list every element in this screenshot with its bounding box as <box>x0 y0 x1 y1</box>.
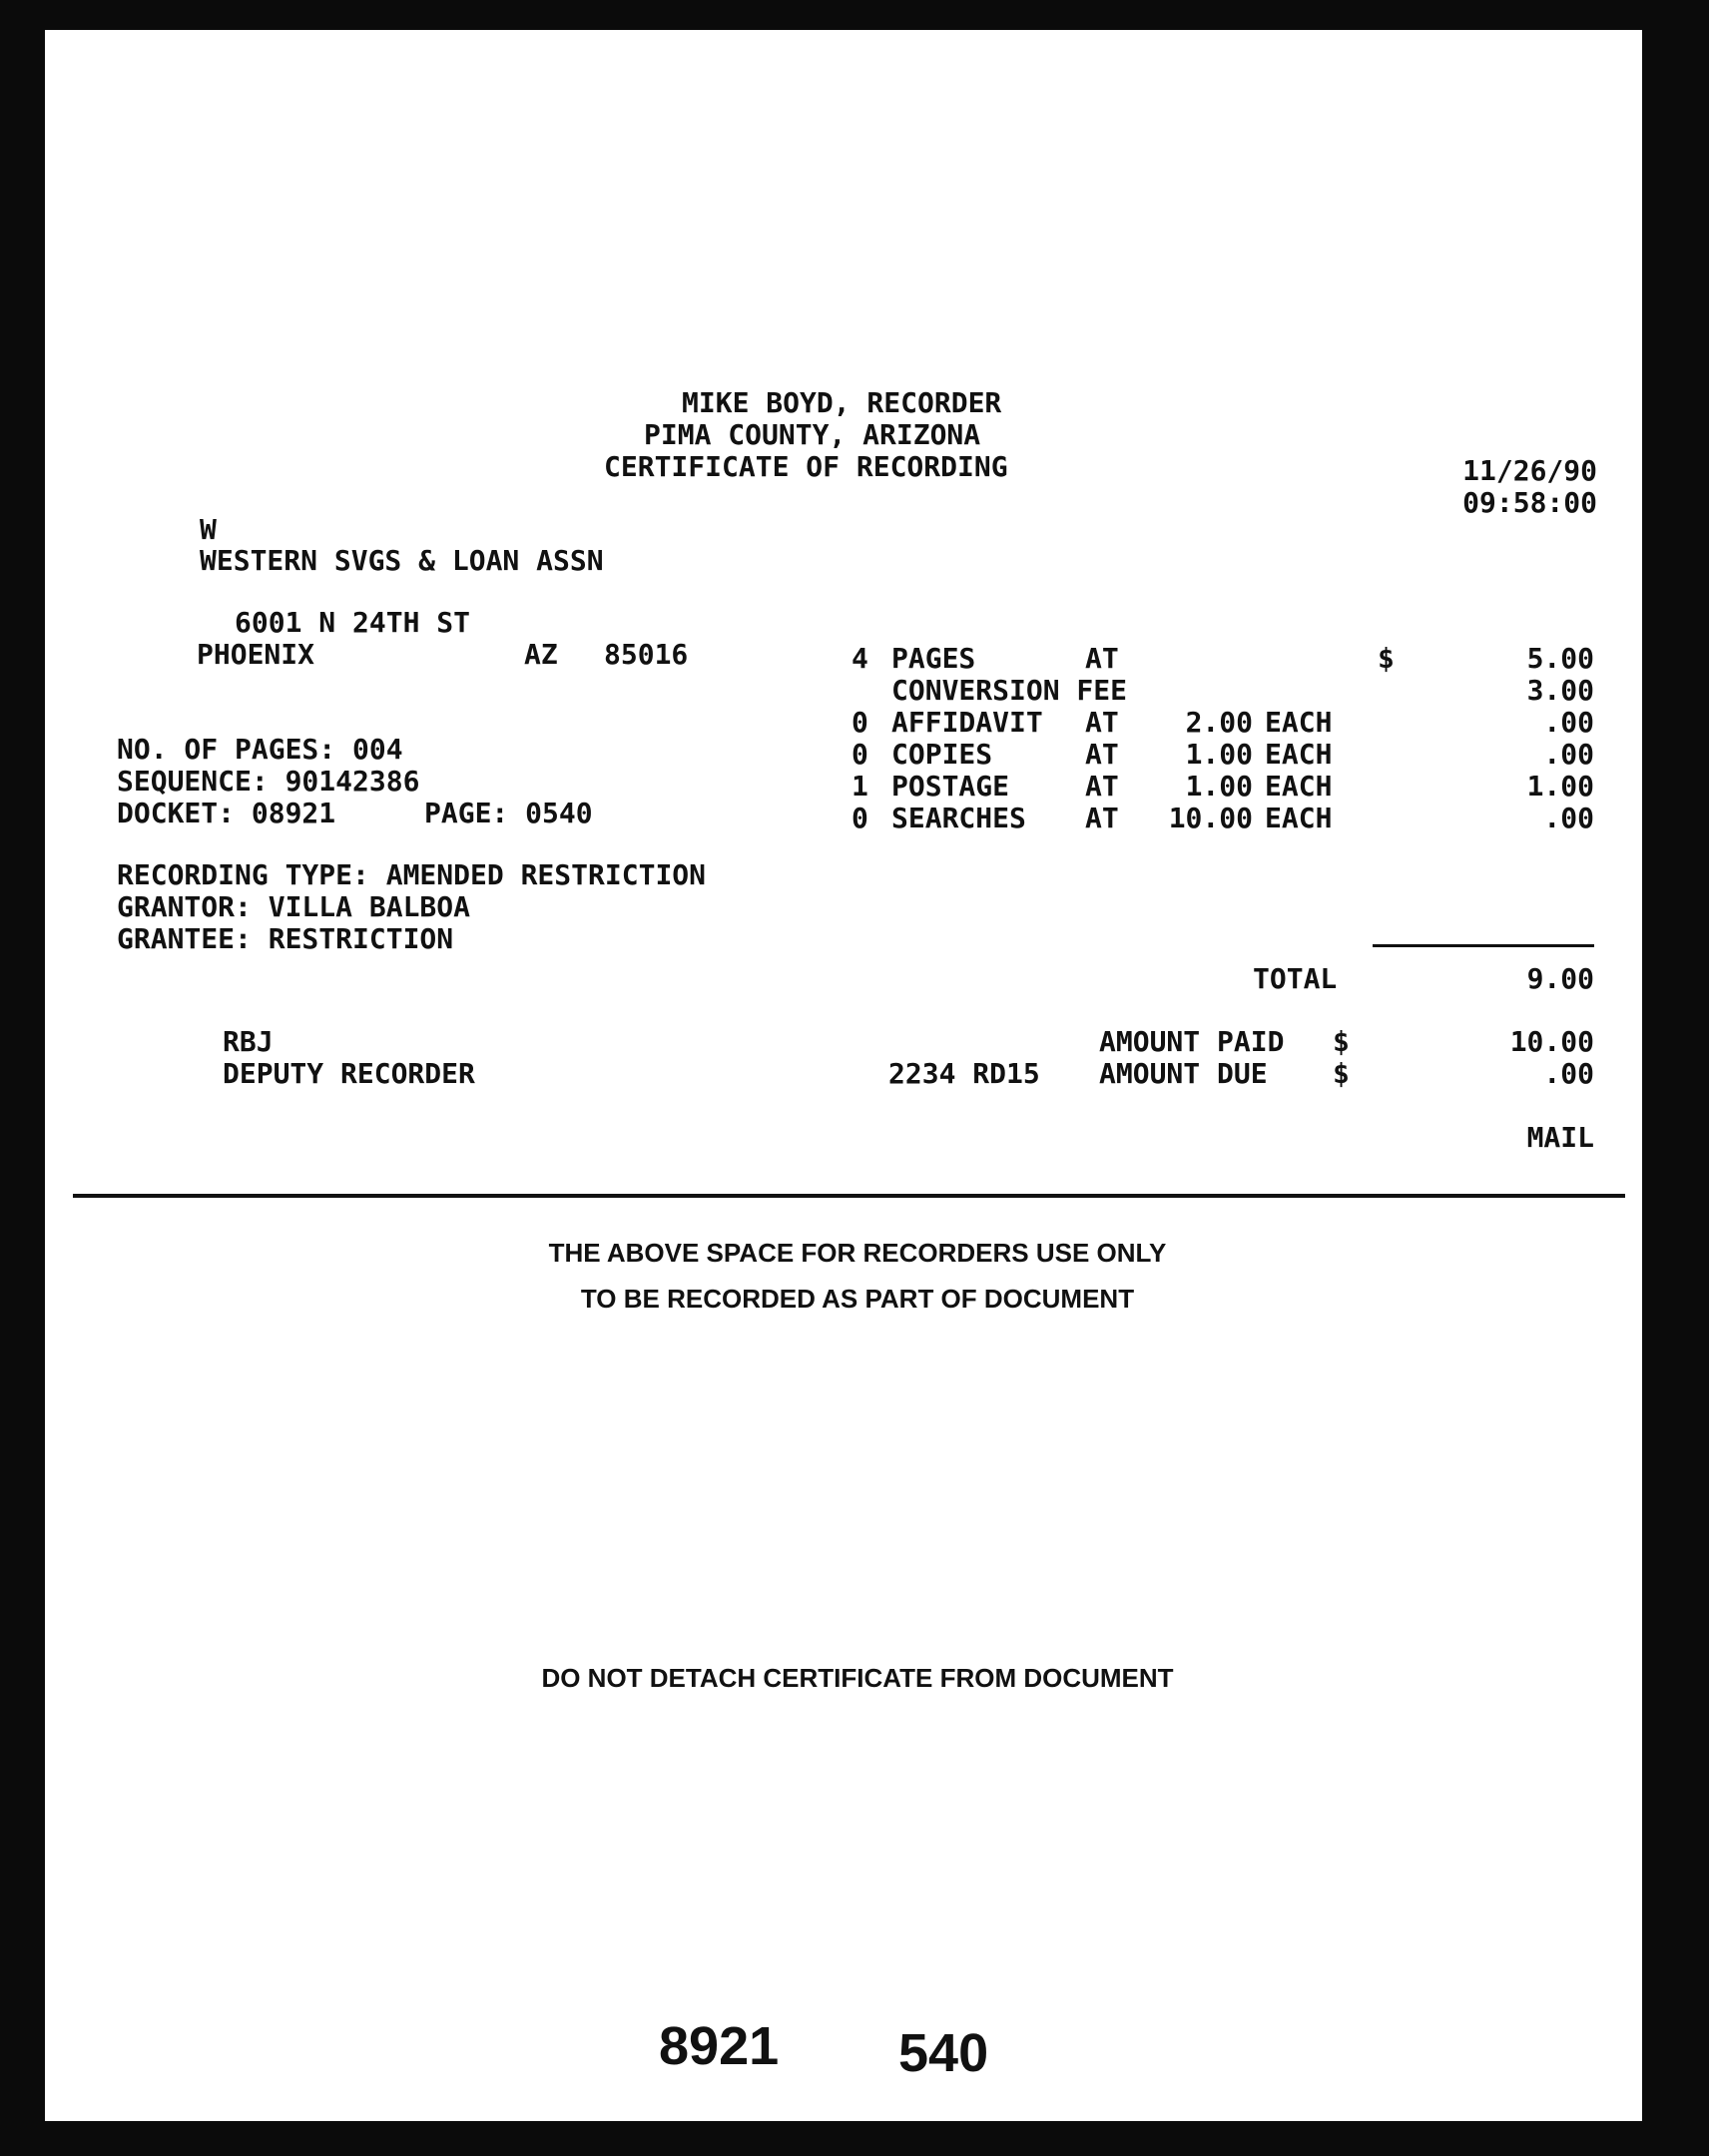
addressee-name: WESTERN SVGS & LOAN ASSN <box>200 544 604 577</box>
addressee-street: 6001 N 24TH ST <box>235 606 471 639</box>
delivery-method: MAIL <box>1526 1121 1594 1154</box>
stamp-page-number: 540 <box>898 2023 989 2083</box>
fee-qty: 0 <box>852 706 868 739</box>
amount-paid-currency: $ <box>1333 1025 1350 1058</box>
fee-amount: 5.00 <box>1526 642 1594 675</box>
amount-due-label: AMOUNT DUE <box>1099 1057 1268 1090</box>
record-docket: DOCKET: 08921 <box>117 797 336 829</box>
fee-each: EACH <box>1265 738 1333 771</box>
record-page: PAGE: 0540 <box>424 797 593 829</box>
fee-item: COPIES <box>891 738 993 771</box>
amount-due-currency: $ <box>1333 1057 1350 1090</box>
fee-rate: 10.00 <box>1168 802 1253 834</box>
amount-paid-label: AMOUNT PAID <box>1099 1025 1285 1058</box>
header-county: PIMA COUNTY, ARIZONA <box>644 418 981 451</box>
fee-item: AFFIDAVIT <box>891 706 1043 739</box>
header-recorder: MIKE BOYD, RECORDER <box>682 386 1002 419</box>
header-certificate-title: CERTIFICATE OF RECORDING <box>604 450 1008 483</box>
fee-currency: $ <box>1378 642 1395 675</box>
recorder-space-divider <box>73 1194 1625 1198</box>
addressee-state: AZ <box>524 638 558 671</box>
addressee-initial: W <box>200 513 217 546</box>
header-time: 09:58:00 <box>1462 486 1597 519</box>
fee-qty: 0 <box>852 738 868 771</box>
fee-qty: 0 <box>852 802 868 834</box>
fee-rate: 2.00 <box>1185 706 1253 739</box>
fee-rate: 1.00 <box>1185 738 1253 771</box>
deputy-initials: RBJ <box>223 1025 274 1058</box>
certificate-sheet <box>45 30 1642 2121</box>
fee-amount: 1.00 <box>1526 770 1594 803</box>
fee-qty: 4 <box>852 642 868 675</box>
fee-at: AT <box>1085 706 1119 739</box>
total-value: 9.00 <box>1526 962 1594 995</box>
fee-each: EACH <box>1265 706 1333 739</box>
addressee-city: PHOENIX <box>197 638 315 671</box>
notice-recorders-use: THE ABOVE SPACE FOR RECORDERS USE ONLY <box>548 1238 1167 1268</box>
fee-at: AT <box>1085 642 1119 675</box>
fee-at: AT <box>1085 770 1119 803</box>
fee-each: EACH <box>1265 770 1333 803</box>
fee-rate: 1.00 <box>1185 770 1253 803</box>
fee-item: POSTAGE <box>891 770 1010 803</box>
fee-each: EACH <box>1265 802 1333 834</box>
deputy-title: DEPUTY RECORDER <box>223 1057 475 1090</box>
fee-amount: .00 <box>1543 738 1594 771</box>
fee-at: AT <box>1085 802 1119 834</box>
notice-part-of-document: TO BE RECORDED AS PART OF DOCUMENT <box>580 1284 1135 1314</box>
fee-item: CONVERSION FEE <box>891 674 1128 707</box>
record-grantee: GRANTEE: RESTRICTION <box>117 922 454 955</box>
fee-amount: .00 <box>1543 802 1594 834</box>
fee-qty: 1 <box>852 770 868 803</box>
header-date: 11/26/90 <box>1462 454 1597 487</box>
amount-due-value: .00 <box>1543 1057 1594 1090</box>
addressee-zip: 85016 <box>604 638 689 671</box>
stamp-docket-number: 8921 <box>659 2016 780 2076</box>
register-code: 2234 RD15 <box>888 1057 1040 1090</box>
total-underline <box>1373 944 1594 947</box>
fee-amount: 3.00 <box>1526 674 1594 707</box>
record-sequence: SEQUENCE: 90142386 <box>117 765 420 798</box>
amount-paid-value: 10.00 <box>1509 1025 1594 1058</box>
fee-amount: .00 <box>1543 706 1594 739</box>
record-pages: NO. OF PAGES: 004 <box>117 733 403 766</box>
record-grantor: GRANTOR: VILLA BALBOA <box>117 890 471 923</box>
fee-item: PAGES <box>891 642 976 675</box>
fee-item: SEARCHES <box>891 802 1026 834</box>
fee-at: AT <box>1085 738 1119 771</box>
record-type: RECORDING TYPE: AMENDED RESTRICTION <box>117 858 707 891</box>
notice-do-not-detach: DO NOT DETACH CERTIFICATE FROM DOCUMENT <box>541 1663 1174 1693</box>
total-label: TOTAL <box>1253 962 1338 995</box>
